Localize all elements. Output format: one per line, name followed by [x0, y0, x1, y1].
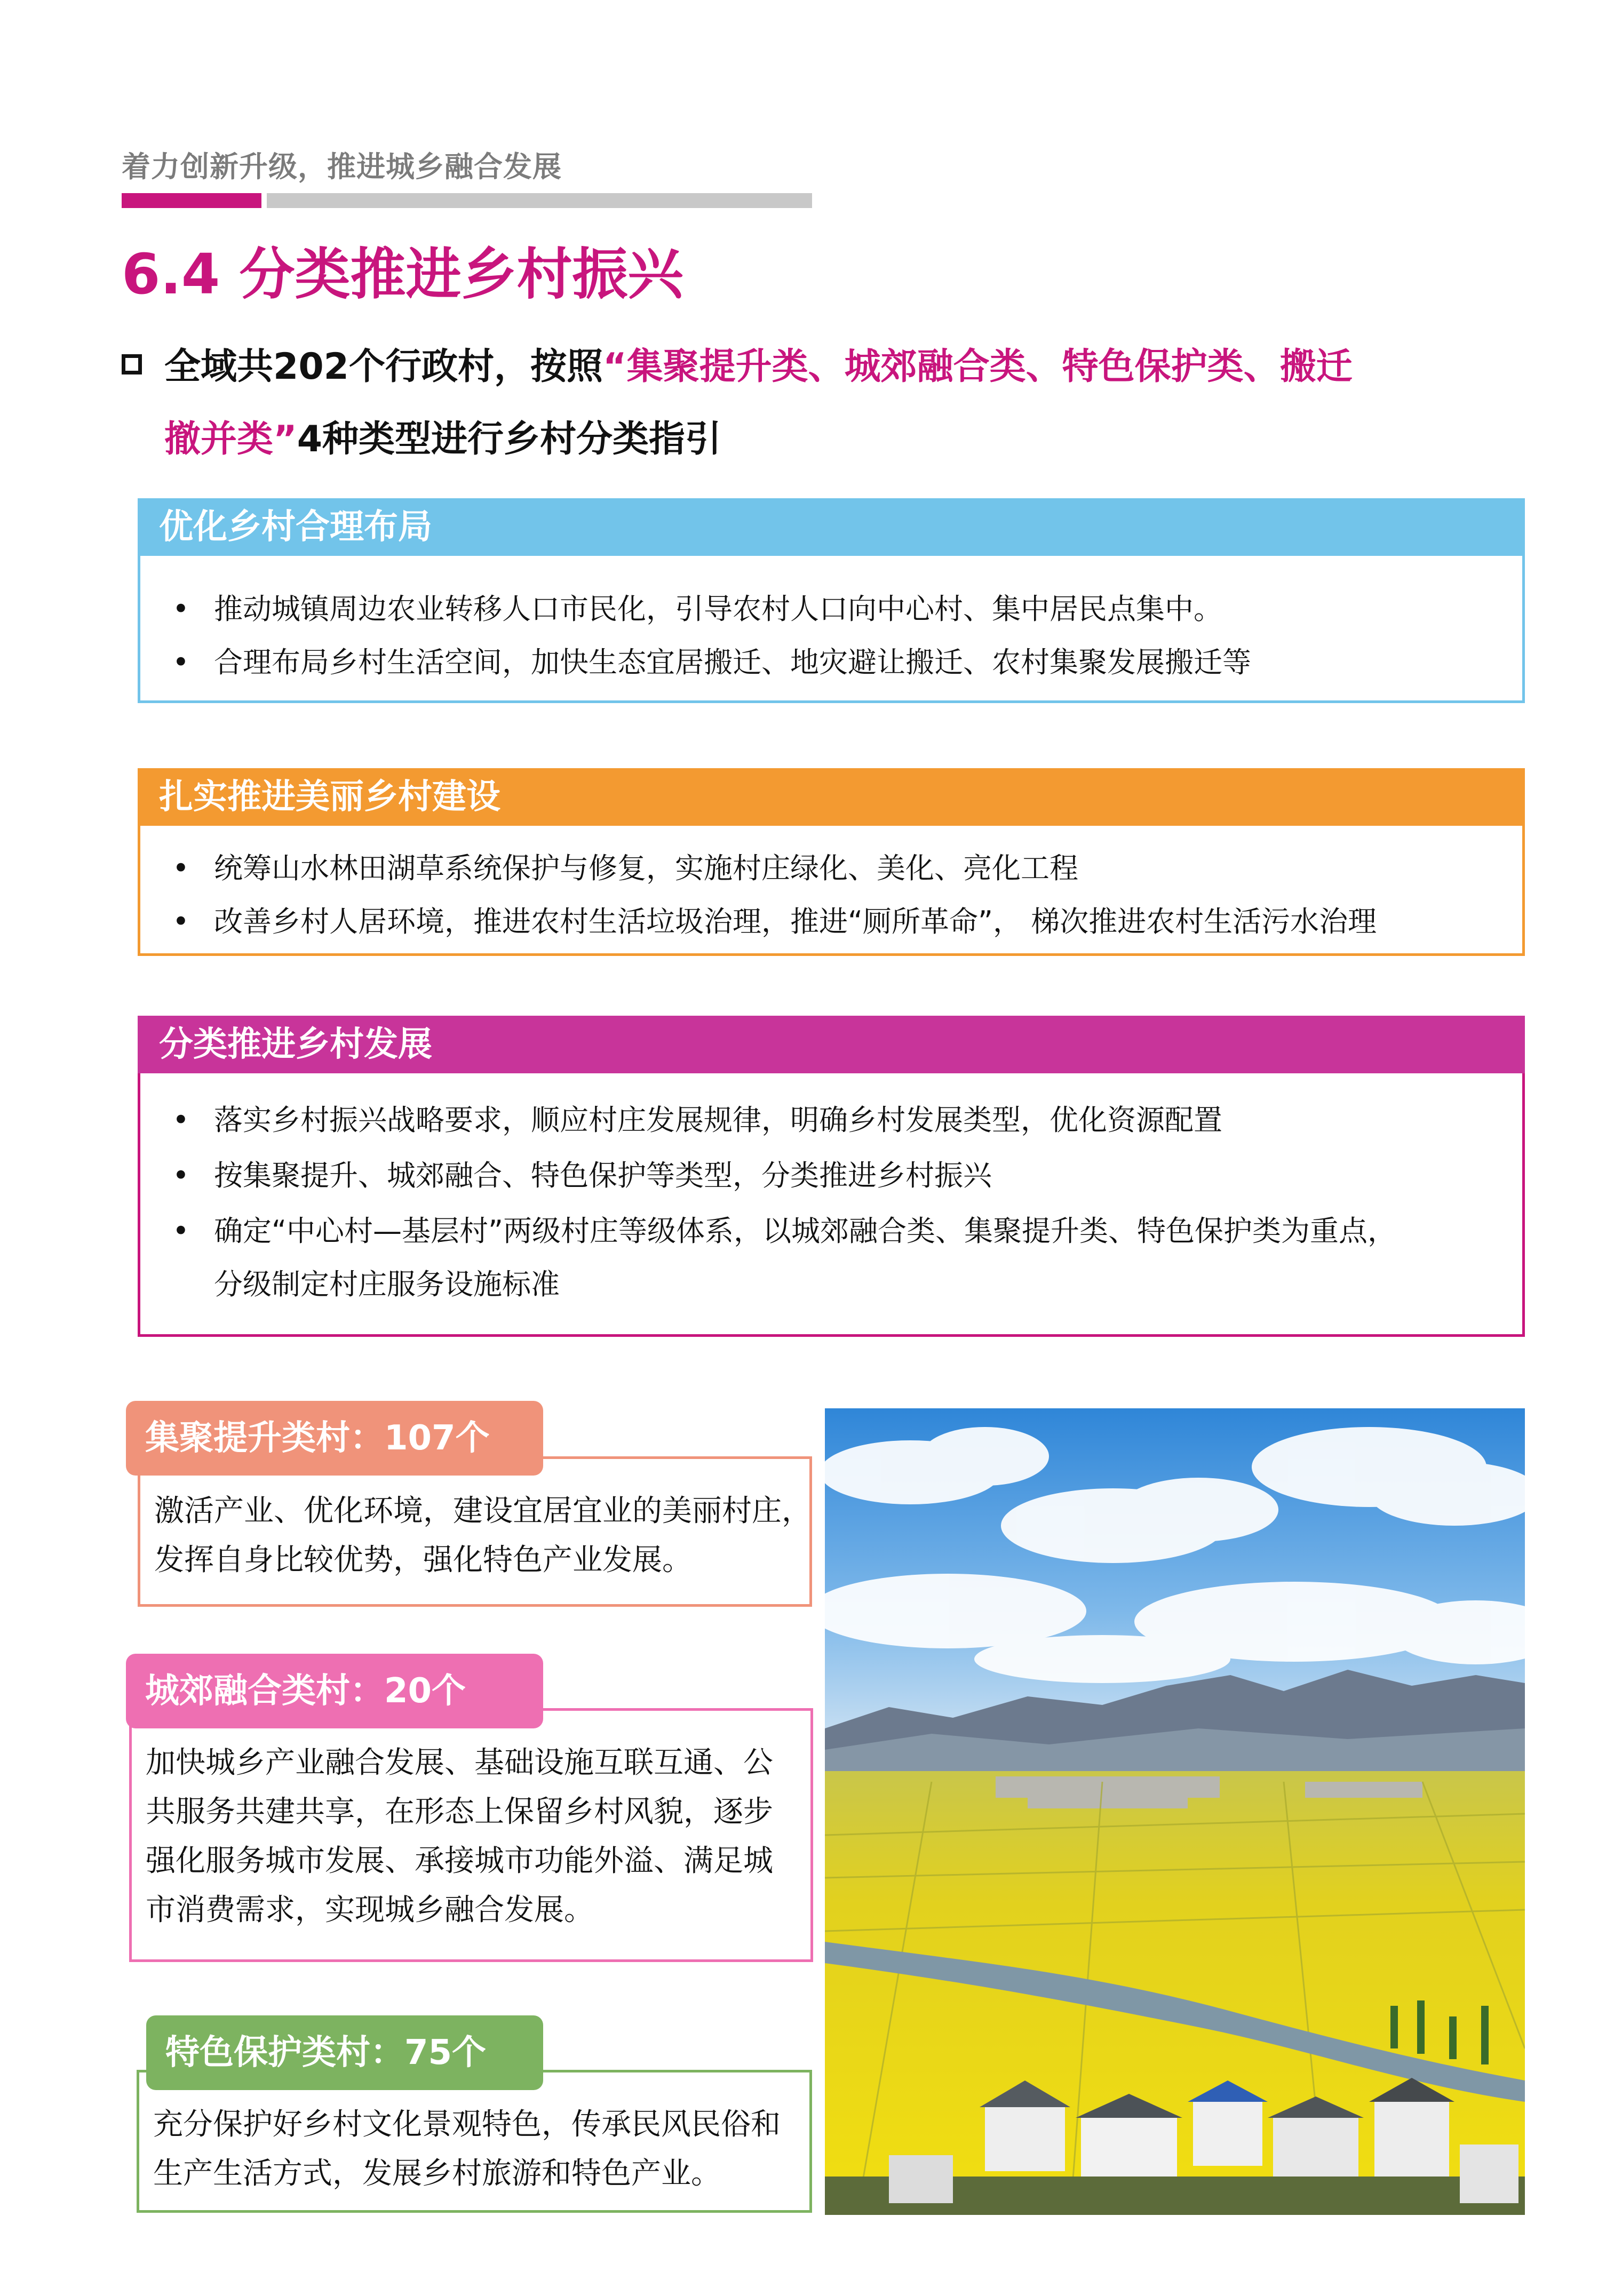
list-item: • 合理布局乡村生活空间，加快生态宜居搬迁、地灾避让搬迁、农村集聚发展搬迁等: [172, 645, 1251, 679]
list-item: • 落实乡村振兴战略要求，顺应村庄发展规律，明确乡村发展类型，优化资源配置: [172, 1103, 1222, 1137]
village-landscape-photo: [825, 1408, 1525, 2215]
panel-body: [138, 822, 1525, 956]
square-bullet-icon: [122, 354, 142, 374]
list-item: • 确定“中心村—基层村”两级村庄等级体系，以城郊融合类、集聚提升类、特色保护类为重点，: [172, 1214, 1396, 1248]
intro-paragraph: [122, 331, 1530, 476]
intro-line-1: 全域共202个行政村，按照“集聚提升类、城郊融合类、特色保护类、搬迁: [164, 346, 1353, 388]
category-box-cluster-upgrade: 激活产业、优化环境，建设宜居宜业的美丽村庄， 发挥自身比较优势，强化特色产业发展。: [138, 1456, 812, 1607]
panel-title: 扎实推进美丽乡村建设: [138, 768, 1525, 826]
category-box-suburban: 加快城乡产业融合发展、基础设施互联互通、公 共服务共建共享，在形态上保留乡村风貌，逐步 强化服务城市发展、承接城市功能外溢、满足城 市消费需求，实现城乡融合发展。: [129, 1708, 813, 1962]
category-tag-suburban: 城郊融合类村：20个: [126, 1654, 543, 1728]
list-item: • 统筹山水林田湖草系统保护与修复，实施村庄绿化、美化、亮化工程: [172, 851, 1078, 885]
panel-beautiful-village: [138, 768, 1525, 958]
landscape-illustration: [825, 1408, 1525, 2215]
header-rule-accent: [122, 193, 261, 208]
list-item: • 按集聚提升、城郊融合、特色保护等类型，分类推进乡村振兴: [172, 1159, 992, 1192]
panel-body: [138, 1069, 1525, 1337]
category-box-characteristic: 充分保护好乡村文化景观特色，传承民风民俗和 生产生活方式，发展乡村旅游和特色产业。: [137, 2070, 812, 2213]
header-rule-grey: [267, 193, 812, 208]
panel-title: 分类推进乡村发展: [138, 1016, 1525, 1073]
category-tag-characteristic: 特色保护类村：75个: [146, 2015, 543, 2090]
section-label: 着力创新升级，推进城乡融合发展: [122, 150, 562, 184]
panel-layout: [138, 498, 1525, 706]
list-item: • 推动城镇周边农业转移人口市民化，引导农村人口向中心村、集中居民点集中。: [172, 592, 1222, 626]
panel-classified-development: [138, 1016, 1525, 1338]
page-title: 6.4 分类推进乡村振兴: [122, 242, 683, 307]
list-item: • 改善乡村人居环境，推进农村生活垃圾治理，推进“厕所革命”， 梯次推进农村生活污水治理: [172, 905, 1377, 938]
intro-line-2: 撤并类”4种类型进行乡村分类指引: [164, 418, 722, 460]
category-tag-cluster-upgrade: 集聚提升类村：107个: [126, 1401, 543, 1476]
panel-body: [138, 552, 1525, 703]
list-item-continuation: 分级制定村庄服务设施标准: [214, 1267, 560, 1301]
panel-title: 优化乡村合理布局: [138, 498, 1525, 556]
